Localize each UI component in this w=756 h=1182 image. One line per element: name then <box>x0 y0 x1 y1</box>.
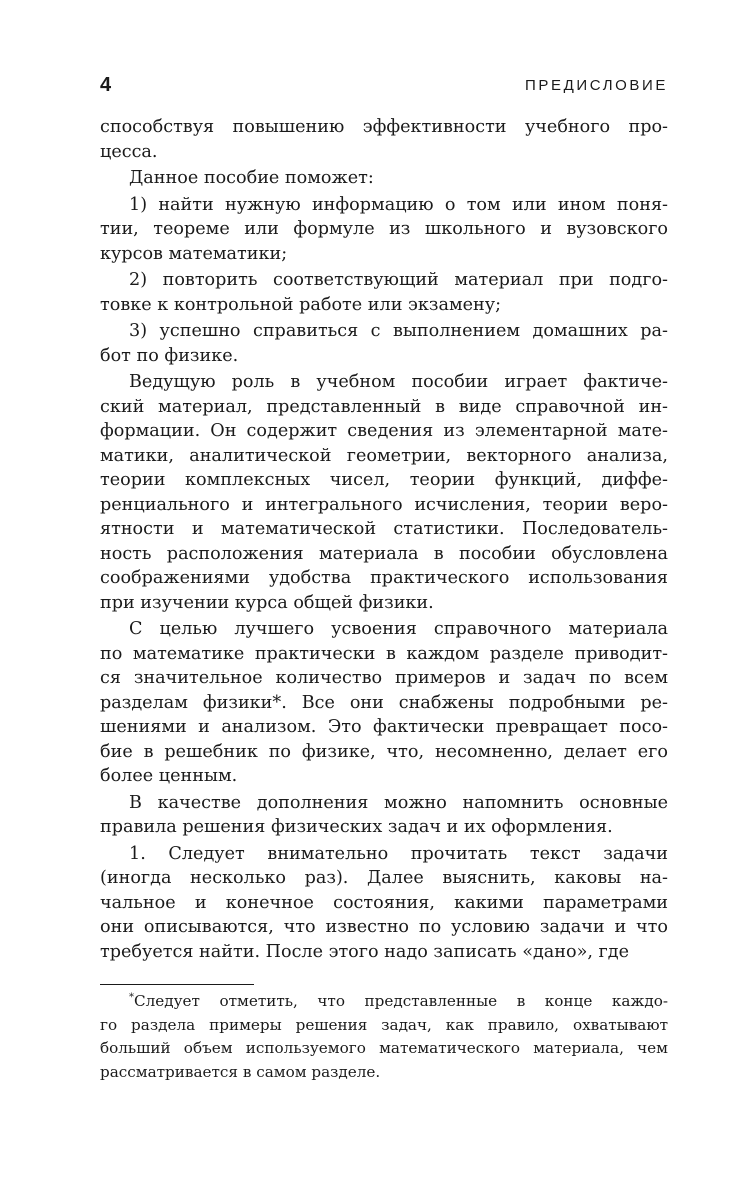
text-line: тии, теореме или формуле из школьного и вузовского <box>100 219 668 239</box>
text-line: ятности и математической статистики. Последователь- <box>100 519 668 539</box>
text-line: 1) найти нужную информацию о том или ином поня- <box>129 194 668 215</box>
text-line: Данное пособие поможет: <box>129 168 374 188</box>
text-line: цесса. <box>100 141 158 162</box>
text-line: ренциального и интегрального исчисления, теории веро- <box>100 494 668 515</box>
text-line: способствуя повышению эффективности учебного про- <box>100 117 668 137</box>
text-line: по математике практически в каждом разделе приводит- <box>100 643 668 664</box>
text-line: правила решения физических задач и их оформления. <box>100 817 613 837</box>
footnote-divider <box>100 984 254 985</box>
footnote <box>100 990 668 1084</box>
paragraph <box>100 842 668 965</box>
page-number: 4 <box>100 74 112 96</box>
text-line: бот по физике. <box>100 345 239 366</box>
paragraph <box>100 166 668 191</box>
text-line: ся значительное количество примеров и задач по всем <box>100 668 668 688</box>
text-line: матики, аналитической геометрии, векторного анализа, <box>100 445 668 466</box>
page-header <box>100 74 668 100</box>
paragraph <box>100 268 668 317</box>
footnote-line <box>100 990 668 1014</box>
footnote-line: го раздела примеры решения задач, как правило, охватывают <box>100 1015 668 1034</box>
paragraph <box>100 791 668 840</box>
text-line: соображениями удобства практического использования <box>100 568 668 588</box>
paragraph <box>100 319 668 368</box>
body-text <box>100 115 668 966</box>
text-line: требуется найти. После этого надо записать «дано», где <box>100 941 630 962</box>
running-title: ПРЕДИСЛОВИЕ <box>525 77 668 94</box>
text-line: они описываются, что известно по условию задачи и что <box>100 917 668 937</box>
text-line: курсов математики; <box>100 243 288 264</box>
text-line: при изучении курса общей физики. <box>100 592 434 613</box>
text-line: ность расположения материала в пособии обусловлена <box>100 543 668 564</box>
text-line: шениями и анализом. Это фактически превращает посо- <box>100 717 668 737</box>
text-line: формации. Он содержит сведения из элементарной мате- <box>100 421 668 441</box>
text-line: чальное и конечное состояния, какими параметрами <box>100 892 668 913</box>
paragraph <box>100 370 668 615</box>
text-line: 2) повторить соответствующий материал при подго- <box>129 270 668 290</box>
paragraph <box>100 193 668 267</box>
text-line: Ведущую роль в учебном пособии играет фактиче- <box>129 372 668 392</box>
footnote-line: рассматривается в самом разделе. <box>100 1062 381 1081</box>
text-line: разделам физики*. Все они снабжены подробными ре- <box>100 692 668 713</box>
text-line: теории комплексных чисел, теории функций, диффе- <box>100 470 668 490</box>
text-line: ский материал, представленный в виде справочной ин- <box>100 396 668 417</box>
text-line: 1. Следует внимательно прочитать текст задачи <box>129 843 668 864</box>
text-line: (иногда несколько раз). Далее выяснить, каковы на- <box>100 868 668 888</box>
text-line: товке к контрольной работе или экзамену; <box>100 294 502 315</box>
footnote-marker: * <box>129 991 134 1003</box>
text-line: 3) успешно справиться с выполнением домашних ра- <box>129 321 668 341</box>
text-line: В качестве дополнения можно напомнить основные <box>129 792 668 813</box>
paragraph <box>100 115 668 164</box>
text-line: бие в решебник по физике, что, несомненно, делает его <box>100 741 668 762</box>
footnote-line: больший объем используемого математического материала, чем <box>100 1039 668 1057</box>
text-line: С целью лучшего усвоения справочного материала <box>129 619 668 639</box>
text-line: более ценным. <box>100 766 238 786</box>
paragraph <box>100 617 668 789</box>
footnote-text: Следует отметить, что представленные в конце каждо- <box>134 992 668 1010</box>
